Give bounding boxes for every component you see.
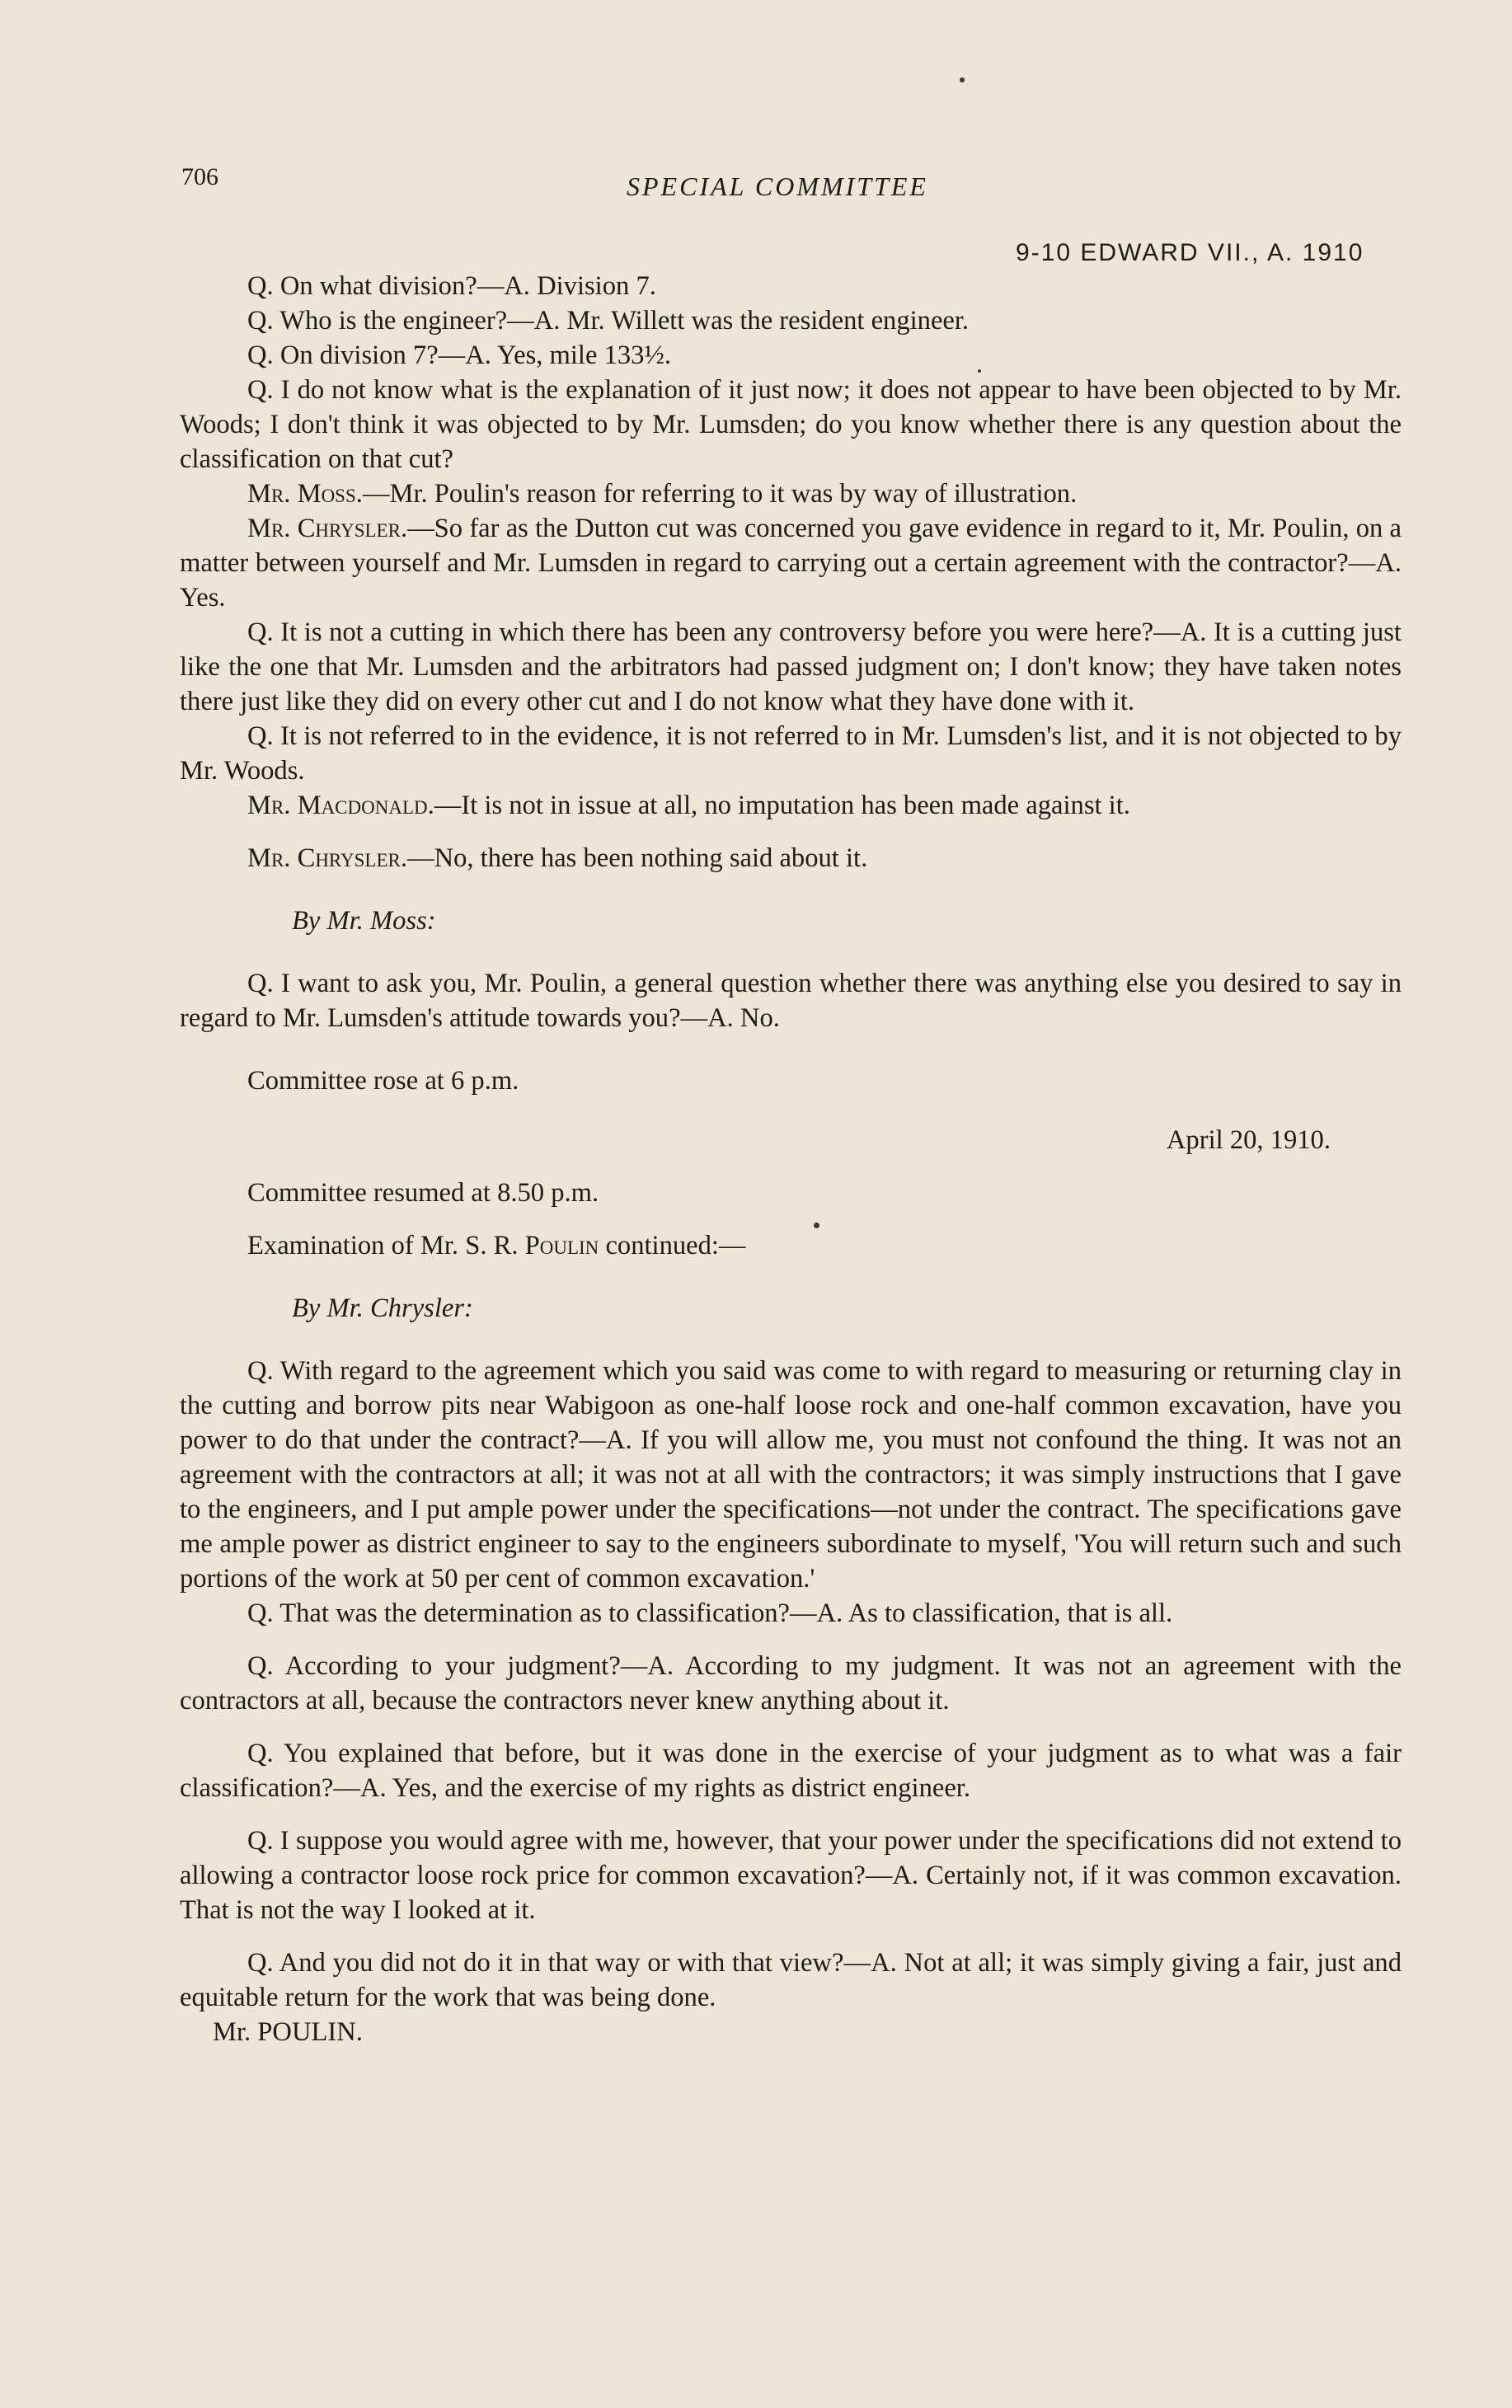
question-paragraph: Q. It is not a cutting in which there has been any controversy before you were here?—A. It is a cutting just like the one that Mr. Lumsden and the arbitrators had passed judgment on; I don't know; they have taken notes there just like they did on every other cut and I do not know what they have done with it. bbox=[180, 617, 1402, 716]
examiner-heading: By Mr. Chrysler: bbox=[292, 1293, 473, 1323]
question-paragraph: Q. It is not referred to in the evidence, it is not referred to in Mr. Lumsden's list, and it is not objected to by Mr. Woods. bbox=[180, 721, 1402, 786]
witness-name: Poulin bbox=[524, 1231, 599, 1260]
paper-speck bbox=[960, 77, 965, 82]
question-paragraph: Q. On division 7?—A. Yes, mile 133½. bbox=[247, 340, 672, 370]
question-paragraph: Q. With regard to the agreement which you said was come to with regard to measuring or returning clay in the cutting and borrow pits near Wabigoon as one-half loose rock and one-half common excavation, have you power to do that under the contract?—A. If you will allow me, you must not confound the thing. It was not an agreement with the contractors at all; it was not at all with the contractors; it was simply instructions that I gave to the engineers, and I put ample power under the specifications—not under the contract. The specifications gave me ample power as district engineer to say to the engineers subordinate to myself, 'You will return such and such portions of the work at 50 per cent of common excavation.' bbox=[180, 1356, 1402, 1594]
question-paragraph: Q. According to your judgment?—A. According to my judgment. It was not an agreement with the contractors at all, because the contractors never knew anything about it. bbox=[180, 1651, 1402, 1716]
speaker-name: Mr. Chrysler. bbox=[247, 514, 408, 543]
examination-line: Examination of Mr. S. R. Poulin continued:— bbox=[247, 1231, 746, 1260]
question-paragraph: Q. On what division?—A. Division 7. bbox=[247, 271, 656, 301]
committee-note: Committee resumed at 8.50 p.m. bbox=[247, 1178, 599, 1208]
question-paragraph: Q. You explained that before, but it was done in the exercise of your judgment as to what was a fair classification?—A. Yes, and the exercise of my rights as district engineer. bbox=[180, 1739, 1402, 1803]
speaker-name: Mr. Macdonald. bbox=[247, 791, 434, 820]
speaker-name: Mr. Chrysler. bbox=[247, 843, 407, 873]
question-paragraph: Q. Who is the engineer?—A. Mr. Willett was the resident engineer. bbox=[247, 306, 970, 336]
speaker-paragraph: Mr. Macdonald.—It is not in issue at all, no imputation has been made against it. bbox=[247, 791, 1130, 820]
question-paragraph: Q. I want to ask you, Mr. Poulin, a general question whether there was anything else you desired to say in regard to Mr. Lumsden's attitude towards you?—A. No. bbox=[180, 969, 1402, 1033]
paper-speck bbox=[978, 369, 981, 373]
page-signature: Mr. POULIN. bbox=[213, 2017, 363, 2047]
question-paragraph: Q. That was the determination as to classification?—A. As to classification, that is all. bbox=[247, 1598, 1173, 1628]
speaker-name: Mr. Moss. bbox=[247, 479, 363, 509]
page-number: 706 bbox=[181, 163, 218, 190]
question-paragraph: Q. And you did not do it in that way or with that view?—A. Not at all; it was simply giving a fair, just and equitable return for the work that was being done. bbox=[180, 1948, 1402, 2012]
examiner-heading: By Mr. Moss: bbox=[292, 906, 436, 936]
committee-note: Committee rose at 6 p.m. bbox=[247, 1066, 519, 1096]
document-body bbox=[180, 269, 1402, 2049]
speaker-paragraph: Mr. Chrysler.—So far as the Dutton cut was concerned you gave evidence in regard to it, Mr. Poulin, on a matter between yourself and Mr. Lumsden in regard to carrying out a certain agreement with the contractor?—A. Yes. bbox=[180, 514, 1402, 613]
speaker-paragraph: Mr. Chrysler.—No, there has been nothing said about it. bbox=[247, 843, 868, 873]
question-paragraph: Q. I do not know what is the explanation of it just now; it does not appear to have been objected to by Mr. Woods; I don't think it was objected to by Mr. Lumsden; do you know whether there is any question about the classification on that cut? bbox=[180, 375, 1402, 474]
speaker-paragraph: Mr. Moss.—Mr. Poulin's reason for referring to it was by way of illustration. bbox=[247, 479, 1078, 509]
running-title: SPECIAL COMMITTEE bbox=[627, 171, 928, 201]
question-paragraph: Q. I suppose you would agree with me, however, that your power under the specifications did not extend to allowing a contractor loose rock price for common excavation?—A. Certainly not, if it was common excavation. That is not the way I looked at it. bbox=[180, 1826, 1402, 1925]
paper-speck bbox=[814, 1223, 819, 1228]
session-header: 9-10 EDWARD VII., A. 1910 bbox=[1016, 239, 1364, 266]
session-date: April 20, 1910. bbox=[1166, 1125, 1331, 1155]
